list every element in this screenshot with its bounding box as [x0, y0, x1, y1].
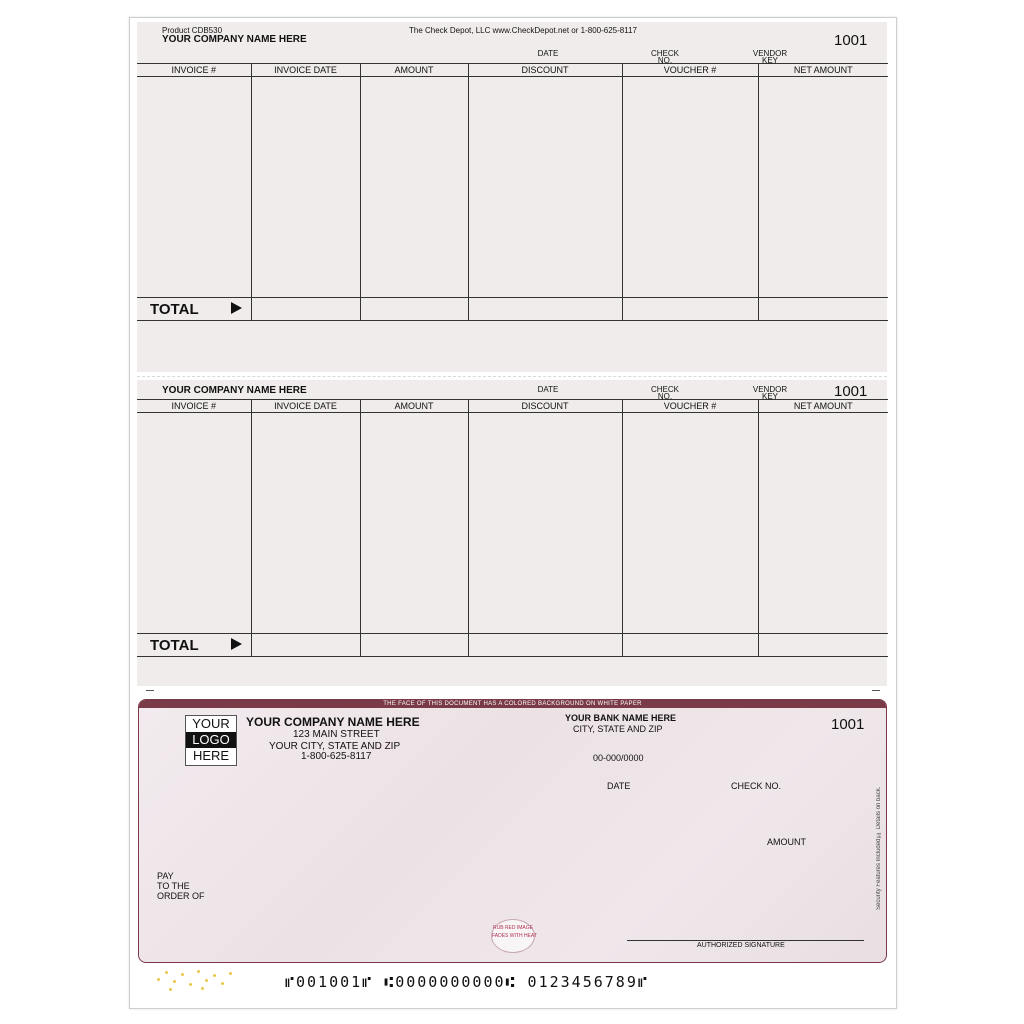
col-amount: AMOUNT: [360, 64, 468, 77]
stub-check-no-label: CHECK NO.: [650, 49, 679, 65]
company-address-2: YOUR CITY, STATE AND ZIP: [269, 741, 401, 752]
col-invoice-number: INVOICE #: [137, 64, 251, 77]
stub-check-number: 1001: [834, 32, 868, 49]
col-net-amount: NET AMOUNT: [758, 64, 888, 77]
table-row: [137, 413, 888, 634]
stub2-check-number: 1001: [834, 383, 868, 400]
logo-line-1: YOUR: [192, 716, 230, 731]
company-address-1: 123 MAIN STREET: [293, 729, 380, 740]
col-net-amount: NET AMOUNT: [758, 400, 888, 413]
col-amount: AMOUNT: [360, 400, 468, 413]
col-discount: DISCOUNT: [468, 400, 622, 413]
signature-line: [627, 940, 864, 941]
total-label: TOTAL: [150, 300, 199, 318]
company-phone: 1-800-625-8117: [301, 751, 372, 762]
security-features-note: Security Features Included ⚿ Details on back.: [876, 786, 882, 910]
product-code: Product CDB530: [162, 26, 223, 35]
col-voucher-number: VOUCHER #: [622, 64, 758, 77]
micr-line: ⑈001001⑈ ⑆0000000000⑆ 0123456789⑈: [285, 973, 649, 991]
vendor-line: The Check Depot, LLC www.CheckDepot.net or 1-800-625-8117: [409, 26, 637, 35]
invoice-table-1: [137, 63, 888, 321]
bank-name: YOUR BANK NAME HERE: [565, 713, 677, 723]
stub-company-name: YOUR COMPANY NAME HERE: [162, 34, 307, 45]
table-row: [137, 77, 888, 298]
stub-vendor-key-label: VENDOR KEY: [752, 49, 788, 65]
date-label: DATE: [607, 781, 631, 791]
seal-text: RUB RED IMAGE FADES WITH HEAT: [492, 925, 537, 939]
col-invoice-number: INVOICE #: [137, 400, 251, 413]
check-face: [138, 699, 887, 963]
security-banner: THE FACE OF THIS DOCUMENT HAS A COLORED BACKGROUND ON WHITE PAPER: [139, 700, 886, 708]
check-no-label: CHECK NO.: [731, 781, 782, 791]
fold-mark: [146, 690, 154, 691]
col-invoice-date: INVOICE DATE: [251, 64, 360, 77]
invoice-table-2: [137, 399, 888, 657]
company-logo: [185, 715, 237, 766]
total-row: [137, 298, 888, 321]
col-invoice-date: INVOICE DATE: [251, 400, 360, 413]
routing-fraction: 00-000/0000: [593, 753, 644, 763]
stub2-check-no-label: CHECK NO.: [650, 385, 679, 401]
logo-line-3: HERE: [192, 748, 230, 763]
heat-sensitive-seal: [491, 919, 535, 953]
bank-city: CITY, STATE AND ZIP: [573, 724, 663, 734]
perforation-line: [137, 376, 887, 377]
col-voucher-number: VOUCHER #: [622, 400, 758, 413]
col-discount: DISCOUNT: [468, 64, 622, 77]
stub2-date-label: DATE: [537, 385, 559, 394]
stub2-company-name: YOUR COMPANY NAME HERE: [162, 385, 307, 396]
hologram-stars: [155, 968, 237, 992]
check-number: 1001: [831, 716, 865, 733]
check-company-name: YOUR COMPANY NAME HERE: [246, 715, 420, 729]
triangle-right-icon: [231, 302, 242, 314]
amount-label: AMOUNT: [767, 837, 806, 847]
signature-label: AUTHORIZED SIGNATURE: [697, 942, 785, 949]
triangle-right-icon: [231, 638, 242, 650]
pay-to-order-label: PAY TO THE ORDER OF: [157, 871, 205, 901]
logo-line-2: LOGO: [186, 732, 236, 748]
stub2-vendor-key-label: VENDOR KEY: [752, 385, 788, 401]
stub-date-label: DATE: [537, 49, 559, 58]
total-row: [137, 634, 888, 657]
total-label: TOTAL: [150, 636, 199, 654]
fold-mark: [872, 690, 880, 691]
